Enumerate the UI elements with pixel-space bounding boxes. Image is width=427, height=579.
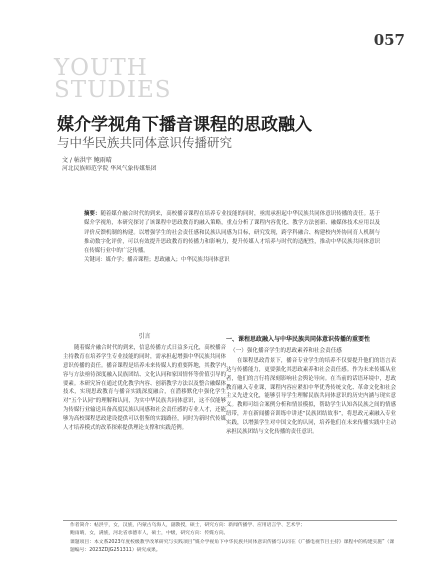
abstract-text: 随着媒介融合时代的到来，高校播音课程在培养专业技能的同时，亟需承担起中华民族共同体意识传播的责任。基于媒介学视角，本研究探讨了该课程中思政教育的融入策略，重点分析了课程内容优化、教学方法创新、融媒体技术应用以及评价反馈机制的构建。以增强学生的社会责任感和民族认同感为目标，研究发现，跨学科融合、构建校内外协同育人机制与推动数字化评价，可以有效提升思政教育的传播力和影响力，提升传媒人才培养与时代的适配性，推动中华民族共同体意识在传媒行业中的广泛传播。 xyxy=(84,211,380,255)
footnote-author-2: 鲍雨晴，女，满族，河北省承德市人，硕士，中级，研究方向：传媒方向。 xyxy=(70,531,229,537)
footnote-author-1: 作者简介：帖洪宇，女，汉族，内蒙古乌海人，副教授，硕士，研究方向：新闻传播学、应用语言学、艺术学； xyxy=(70,523,306,528)
keywords-text: 媒介学；播音课程；思政融入；中华民族共同体意识 xyxy=(105,257,230,264)
keywords xyxy=(84,256,380,265)
introduction-heading: 引言 xyxy=(138,333,151,340)
keywords-label: 关键词： xyxy=(84,257,106,264)
page-number: 057 xyxy=(373,31,405,49)
section-watermark xyxy=(54,57,172,101)
subsection-heading: （一）强化播音学生的思政素养和社会责任感 xyxy=(230,347,342,354)
watermark-line-2: STUDIES xyxy=(54,77,172,103)
section-heading: 一、课程思政融入与中华民族共同体意识传播的重要性 xyxy=(226,336,371,343)
section-paragraph: 在课程思政背景下，播音专业学生的培养不仅要提升他们的语言表达与传播能力，更要强化其思政素养和社会责任感。作为未来传媒从业者，他们的言行将深刻影响社会舆论导向。在当前的话语环境中，思政教育融入专业课，课程内容应紧扣中华优秀传统文化、革命文化和社会主义先进文化，能够引导学生理解民族共同体意识的历史内涵与现实意义。教师可结合案例分析和情景模拟，帮助学生认知各民族之间的情感纽带，并在新闻播音训练中讲述“民族团结故事”，将思政元素融入专业实践，以增强学生对中国文化的认同，培养他们在未来传播实践中主动承担民族团结与文化传播的责任意识。 xyxy=(226,357,396,436)
abstract-body xyxy=(84,210,380,256)
footer-divider xyxy=(63,520,397,521)
introduction-paragraph: 随着媒介融合时代的到来，信息传播方式日益多元化，高校播音主持教育在培养学生专业技能的同时，需承担起增强中华民族共同体意识传播的责任。播音课程是培养未来传媒人的重要阵地，其教学内容与方法亟待深度融入民族团结、文化认同和家国情怀等价值引导的要素。本研究旨在通过优化教学内容、创新教学方法以及整合融媒体技术，实现思政教育与播音实践深度融合，在潜移默化中强化学生对“五个认同”的理解和认同，为实中华民族共同体意识，这不仅能够为传媒行业输送具备高度民族认同感和社会责任感的专业人才，还能够为高校课程思政建设提供可以借鉴的实践路径，同时为新时代传媒人才培养模式的改革探索提供理论支撑和实践范例。 xyxy=(63,344,226,432)
authors-line: 文 / 帖洪宇 鲍雨晴 xyxy=(62,157,112,164)
right-column xyxy=(226,336,396,437)
abstract-label: 摘要： xyxy=(84,211,101,217)
affiliations-line: 河北民族师范学院 华风气象传媒集团 xyxy=(62,166,157,172)
authors-block xyxy=(62,156,157,174)
watermark-line-1: YOUTH xyxy=(54,55,148,81)
footnotes xyxy=(70,522,395,555)
abstract xyxy=(84,210,380,266)
left-column xyxy=(63,333,226,433)
footnote-project: 课题项目：本文系2023年度校级教学改革研究与实践项目“媒介学视角下中华民族共同体意识传播与认同在《广播电视节目主持》课程中的构建实施”（课题编号：2023ZDJG251311）研究成果。 xyxy=(70,539,395,553)
article-subtitle: 与中华民族共同体意识传播研究 xyxy=(57,135,233,150)
article-title: 媒介学视角下播音课程的思政融入 xyxy=(57,115,312,135)
